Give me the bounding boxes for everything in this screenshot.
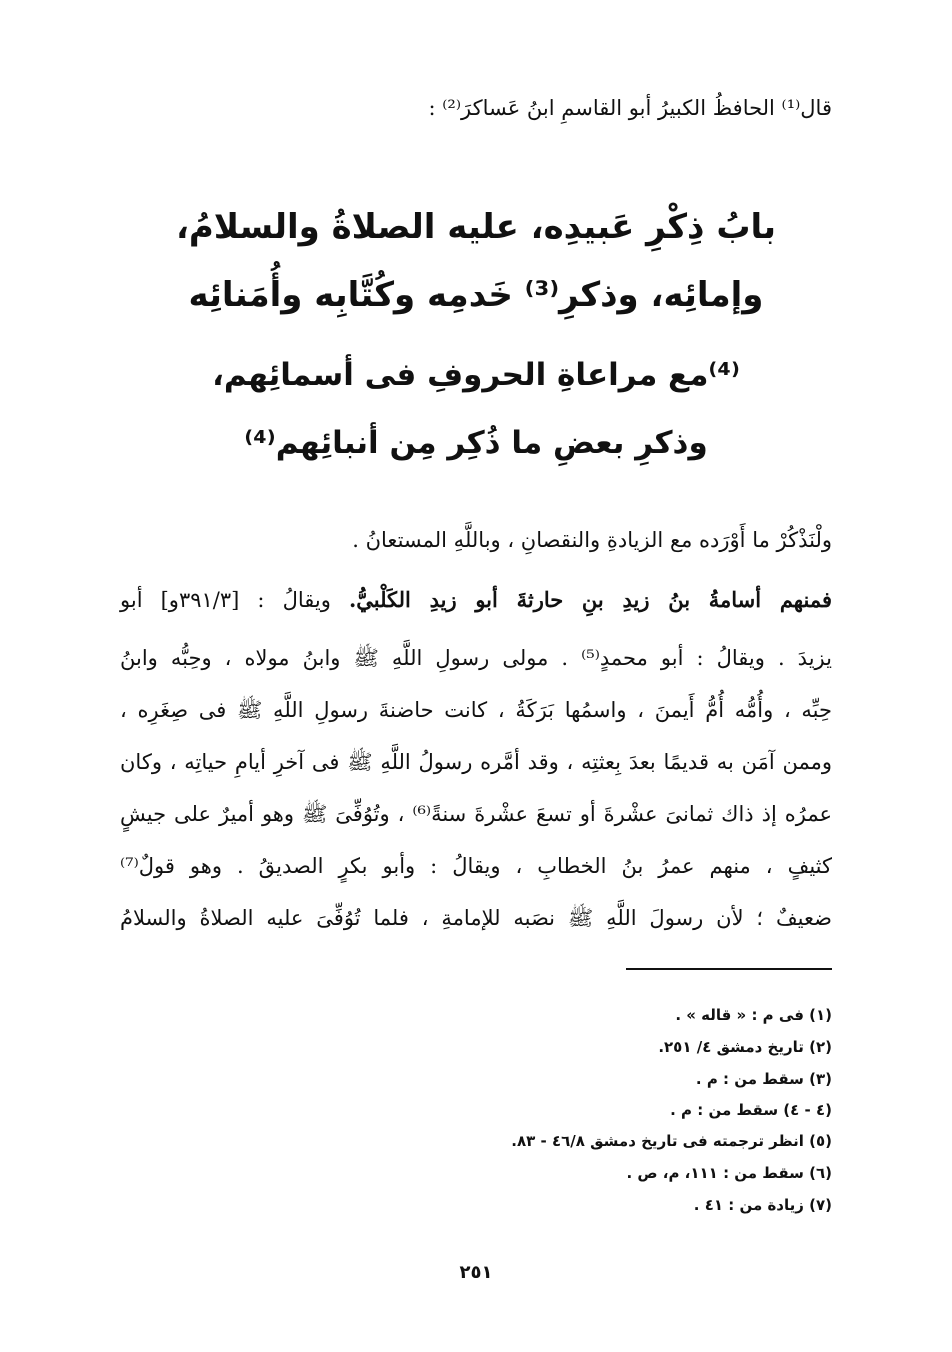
footnote-separator (626, 968, 832, 970)
footnote-6: (٦) سقط من : ١١١، م، ص . (626, 1164, 832, 1182)
footnote-1: (١) فى م : « قاله » . (675, 1006, 832, 1024)
chapter-title-line-2: وإمائِه، وذكرِ⁽³⁾ خَدمِه وكُتَّابِه وأُمَنائِه (188, 275, 764, 315)
body-line-4: حِبِّه ، وأُمُّه أُمُّ أَيمنَ ، واسمُها بَرَكَةُ ، كانت حاضنةَ رسولِ اللَّهِ ﷺ فى صِغَرِه ، (120, 698, 832, 722)
body-line-2 (120, 582, 832, 618)
chapter-title-line-4: وذكرِ بعضِ ما ذُكِر مِن أنبائِهم⁽⁴⁾ (244, 425, 708, 461)
body-line-6: عمرُه إذ ذاك ثمانىَ عشْرةَ أو تسعَ عشْرةَ سنةً⁽⁶⁾ ، وتُوُفِّىَ ﷺ وهو أميرٌ على جيشٍ (120, 802, 832, 826)
body-line-8: ضعيفٌ ؛ لأن رسولَ اللَّهِ ﷺ نصَبه للإمامةِ ، فلما تُوُفِّىَ عليه الصلاةُ والسلامُ (120, 906, 832, 930)
intro-line: قال⁽¹⁾ الحافظُ الكبيرُ أبو القاسمِ ابنُ عَساكرَ⁽²⁾ : (428, 96, 832, 120)
footnote-7: (٧) زيادة من : ٤١ . (693, 1196, 832, 1214)
entry-heading: فمنهم أسامةُ بنُ زيدِ بنِ حارثةَ أبو زيدِ الكَلْبيُّ. (348, 587, 832, 612)
footnote-5: (٥) انظر ترجمته فى تاريخ دمشق ٤٦/٨ - ٨٣. (511, 1132, 832, 1150)
footnote-3: (٣) سقط من : م . (695, 1070, 832, 1088)
chapter-title-line-1: بابُ ذِكْرِ عَبيدِه، عليه الصلاةُ والسلامُ، (175, 207, 777, 247)
body-line-5: وممن آمَن به قديمًا بعدَ بِعثتِه ، وقد أمَّره رسولُ اللَّهِ ﷺ فى آخرِ أيامِ حياتِه ، وكان (120, 750, 832, 774)
page-number: ٢٥١ (459, 1262, 493, 1283)
body-line-7: كثيفٍ ، منهم عمرُ بنُ الخطابِ ، ويقالُ : وأبو بكرٍ الصديقُ . وهو قولٌ⁽⁷⁾ (120, 854, 832, 878)
footnote-2: (٢) تاريخ دمشق ٤/ ٢٥١. (658, 1038, 832, 1056)
chapter-title-line-3: ⁽⁴⁾مع مراعاةِ الحروفِ فى أسمائِهم، (212, 357, 740, 393)
footnote-4: (٤ - ٤) سقط من : م . (670, 1101, 832, 1119)
body-line-1: ولْنَذْكُرْ ما أَوْرَده مع الزيادةِ والنقصانِ ، وباللَّهِ المستعانُ . (352, 528, 832, 552)
body-line-3: يزيدَ . ويقالُ : أبو محمدٍ⁽⁵⁾ . مولى رسولِ اللَّهِ ﷺ وابنُ مولاه ، وحِبُّه وابنُ (120, 646, 832, 670)
entry-heading-rest: ويقالُ : [٣٩١/٣و] أبو (120, 588, 349, 612)
